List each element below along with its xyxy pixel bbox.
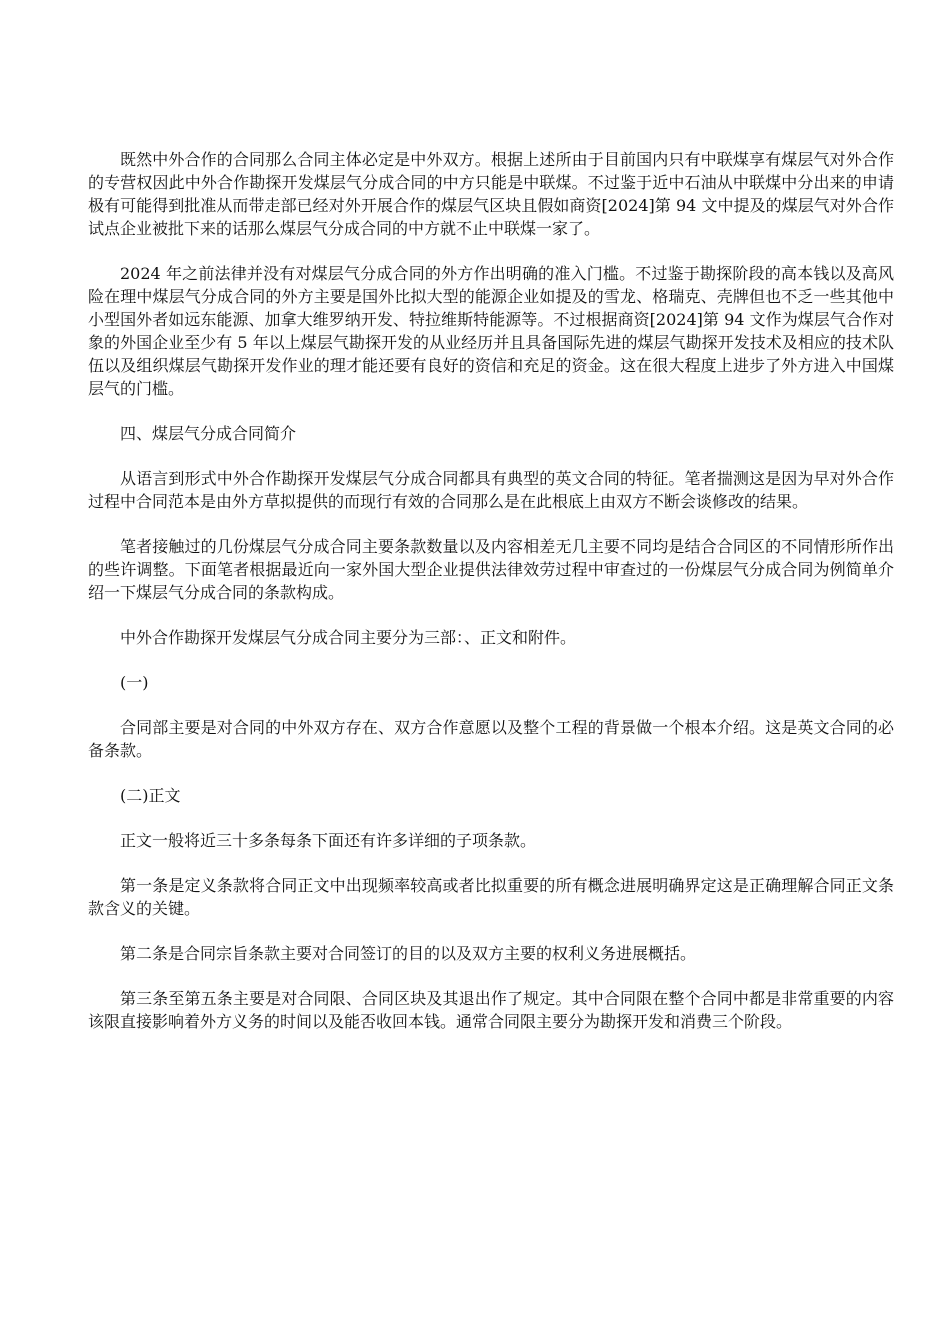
subheading-main-text: (二)正文 (120, 786, 181, 805)
paragraph-part-one-desc: 合同部主要是对合同的中外双方存在、双方合作意愿以及整个工程的背景做一个根本介绍。这是英文合同的必备条款。 (88, 718, 894, 760)
paragraph-contract-structure: 中外合作勘探开发煤层气分成合同主要分为三部：、正文和附件。 (120, 628, 577, 647)
paragraph-author-experience: 笔者接触过的几份煤层气分成合同主要条款数量以及内容相差无几主要不同均是结合合同区的不同情形所作出的些许调整。下面笔者根据最近向一家外国大型企业提供法律效劳过程中审查过的一份煤层气分成合同为例简单介绍一下煤层气分成合同的条款构成。 (88, 537, 894, 602)
paragraph-article-one: 第一条是定义条款将合同正文中出现频率较高或者比拟重要的所有概念进展明确界定这是正确理解合同正文条款含义的关键。 (88, 876, 894, 918)
subheading-part-one: (一) (120, 673, 149, 692)
document-page (88, 148, 894, 1055)
paragraph-article-two: 第二条是合同宗旨条款主要对合同签订的目的以及双方主要的权利义务进展概括。 (120, 944, 697, 963)
paragraph-contract-parties: 既然中外合作的合同那么合同主体必定是中外双方。根据上述所由于目前国内只有中联煤享有煤层气对外合作的专营权因此中外合作勘探开发煤层气分成合同的中方只能是中联煤。不过鉴于近中石油从中联煤中分出来的申请极有可能得到批准从而带走部已经对外开展合作的煤层气区块且假如商资[2024]第 94 文中提及的煤层气对外合作试点企业被批下来的话那么煤层气分成合同的中方就不止中联煤一家了。 (88, 150, 894, 238)
section-heading-contract-intro: 四、煤层气分成合同简介 (120, 424, 297, 443)
paragraph-articles-three-to-five: 第三条至第五条主要是对合同限、合同区块及其退出作了规定。其中合同限在整个合同中都是非常重要的内容该限直接影响着外方义务的时间以及能否收回本钱。通常合同限主要分为勘探开发和消费三个阶段。 (88, 989, 894, 1031)
paragraph-language-form: 从语言到形式中外合作勘探开发煤层气分成合同都具有典型的英文合同的特征。笔者揣测这是因为早对外合作过程中合同范本是由外方草拟提供的而现行有效的合同那么是在此根底上由双方不断会谈修改的结果。 (88, 469, 894, 511)
paragraph-foreign-party-threshold: 2024 年之前法律并没有对煤层气分成合同的外方作出明确的准入门槛。不过鉴于勘探阶段的高本钱以及高风险在理中煤层气分成合同的外方主要是国外比拟大型的能源企业如提及的雪龙、格瑞克、壳牌但也不乏一些其他中小型国外者如远东能源、加拿大维罗纳开发、特拉维斯特能源等。不过根据商资[2024]第 94 文作为煤层气合作对象的外国企业至少有 5 年以上煤层气勘探开发的从业经历并且具备国际先进的煤层气勘探开发技术及相应的技术队伍以及组织煤层气勘探开发作业的理才能还要有良好的资信和充足的资金。这在很大程度上进步了外方进入中国煤层气的门槛。 (88, 264, 894, 398)
paragraph-main-text-overview: 正文一般将近三十多条每条下面还有许多详细的子项条款。 (120, 831, 537, 850)
